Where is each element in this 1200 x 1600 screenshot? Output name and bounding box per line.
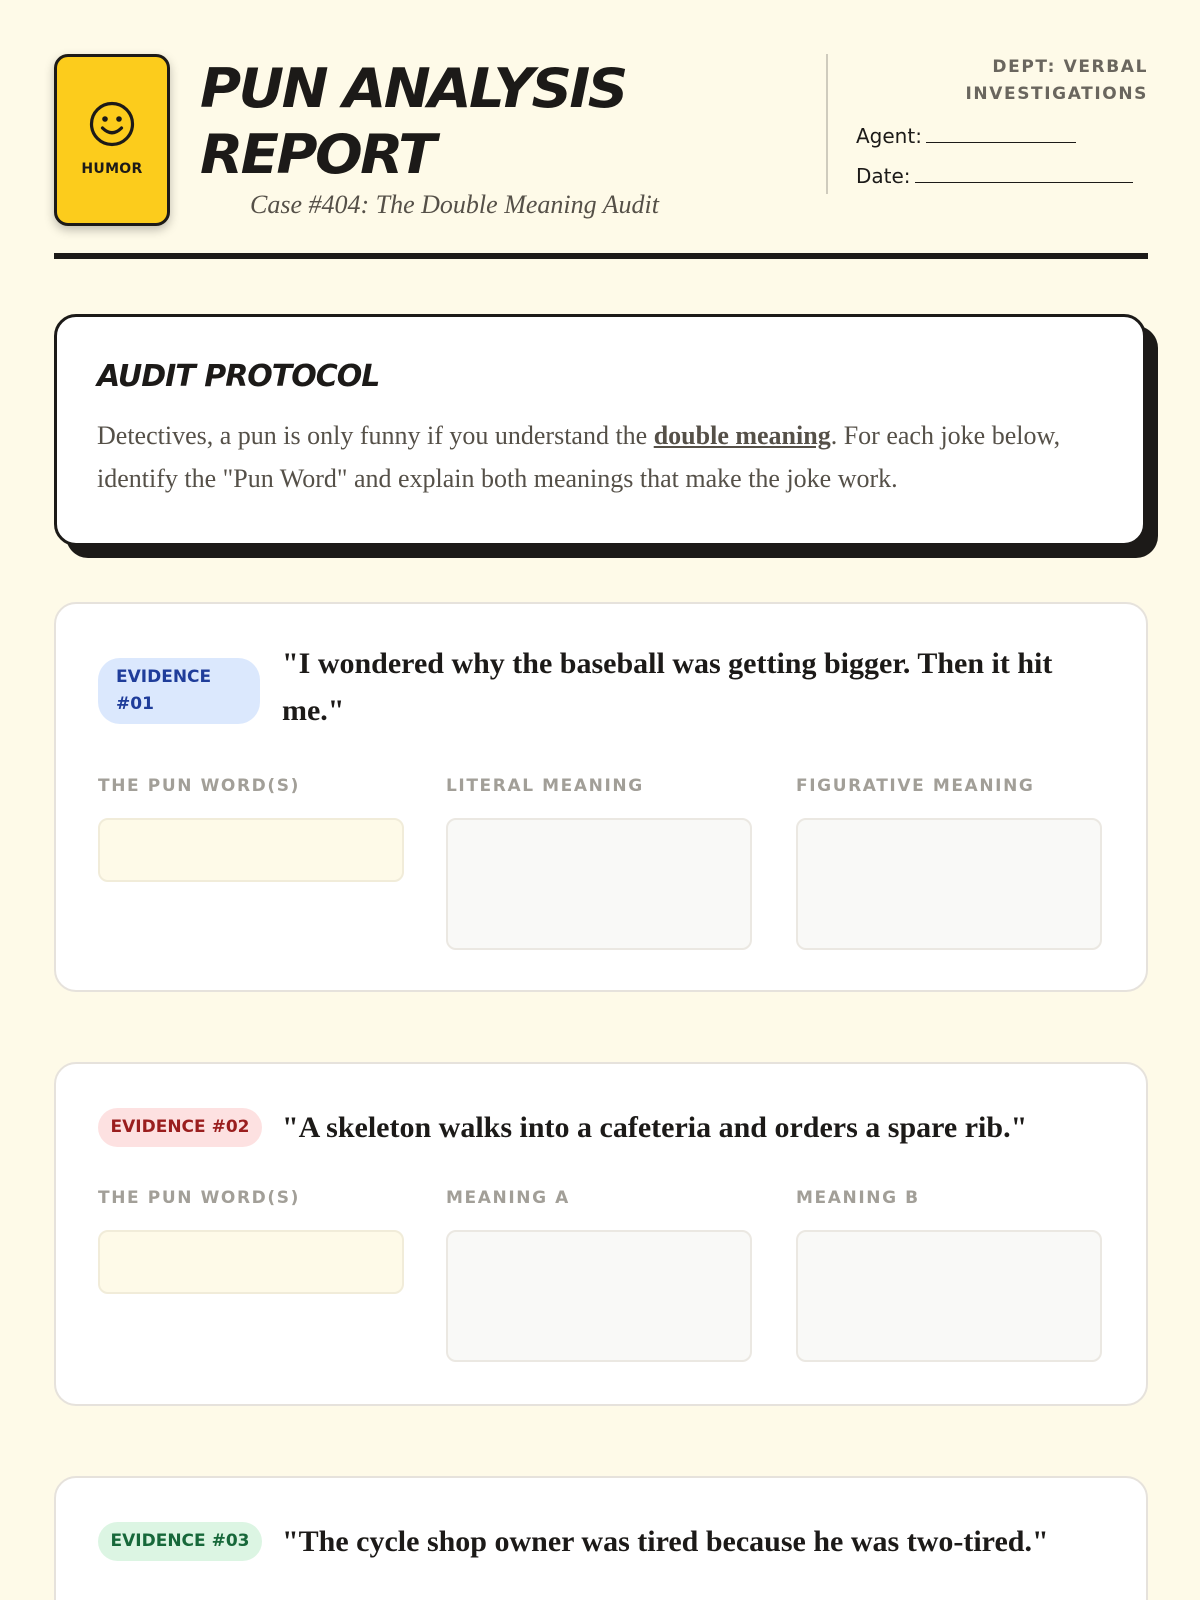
literal-meaning-label: LITERAL MEANING (446, 776, 644, 796)
pun-word-input-1[interactable] (98, 818, 404, 882)
pun-word-label: THE PUN WORD(S) (98, 776, 300, 796)
agent-label: Agent: (856, 124, 922, 148)
report-header (54, 54, 1148, 254)
meaning-a-label: MEANING A (446, 1188, 570, 1208)
evidence-card-1 (54, 602, 1148, 992)
joke-text-1: "I wondered why the baseball was getting bigger. Then it hit me." (282, 647, 1053, 727)
protocol-text-end: . For each joke below, identify the "Pun Word" and explain both meanings that make the joke work. (97, 421, 1061, 493)
date-label: Date: (856, 164, 911, 188)
evidence-card-3 (54, 1476, 1148, 1600)
figurative-meaning-label: FIGURATIVE MEANING (796, 776, 1035, 796)
meaning-b-label: MEANING B (796, 1188, 920, 1208)
humor-logo-badge (54, 54, 170, 226)
protocol-title: AUDIT PROTOCOL (97, 359, 380, 394)
joke-text-3: "The cycle shop owner was tired because he was two-tired." (282, 1525, 1049, 1558)
logo-label: HUMOR (81, 161, 143, 177)
meaning-a-input-2[interactable] (446, 1230, 752, 1362)
protocol-emphasis: double meaning (653, 421, 831, 450)
figurative-meaning-input-1[interactable] (796, 818, 1102, 950)
agent-field[interactable] (856, 124, 1076, 148)
title-line-1: PUN ANALYSIS (200, 57, 626, 120)
evidence-card-2 (54, 1062, 1148, 1406)
literal-meaning-input-1[interactable] (446, 818, 752, 950)
page-title (200, 56, 820, 188)
header-divider (826, 54, 828, 194)
joke-text-2: "A skeleton walks into a cafeteria and orders a spare rib." (282, 1111, 1028, 1144)
evidence-badge-1: EVIDENCE #01 (98, 658, 260, 724)
protocol-instructions (97, 414, 1103, 500)
pun-word-label: THE PUN WORD(S) (98, 1188, 300, 1208)
agent-blank-line[interactable] (926, 125, 1076, 143)
date-field[interactable] (856, 164, 1133, 188)
case-subtitle: Case #404: The Double Meaning Audit (250, 190, 659, 219)
evidence-badge-2: EVIDENCE #02 (98, 1108, 262, 1147)
protocol-text-start: Detectives, a pun is only funny if you understand the (97, 421, 654, 450)
header-rule (54, 253, 1148, 259)
meaning-b-input-2[interactable] (796, 1230, 1102, 1362)
audit-protocol-box (54, 314, 1146, 546)
date-blank-line[interactable] (915, 165, 1133, 183)
evidence-badge-3: EVIDENCE #03 (98, 1522, 262, 1561)
title-line-2: REPORT (200, 123, 434, 186)
pun-word-input-2[interactable] (98, 1230, 404, 1294)
smiley-face-icon (89, 101, 135, 147)
department-label: DEPT: VERBAL INVESTIGATIONS (965, 57, 1148, 104)
